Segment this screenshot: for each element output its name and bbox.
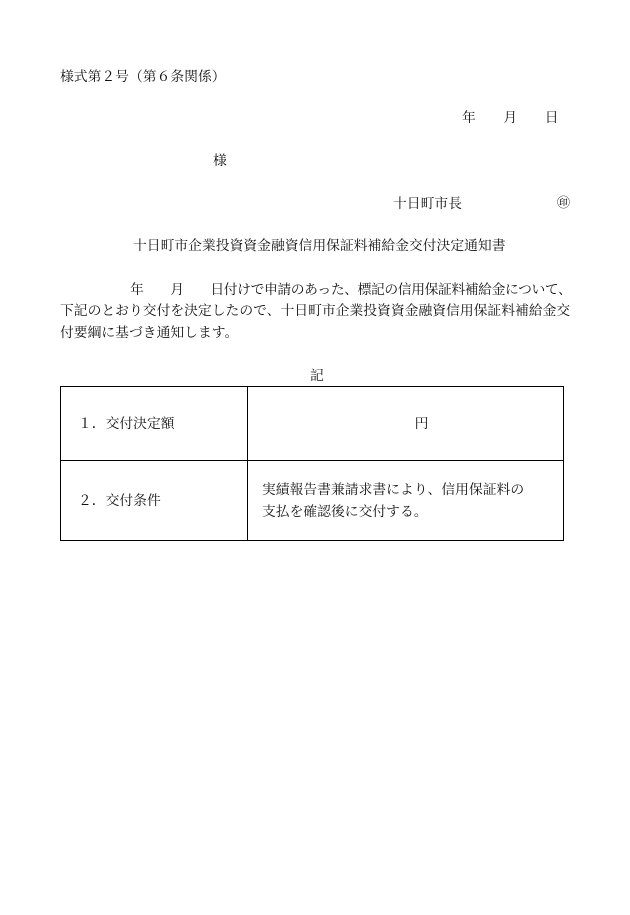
condition-line-1: 実績報告書兼請求書により、信用保証料の	[262, 481, 525, 498]
row-1-label: １．交付決定額	[61, 387, 248, 461]
body-line-3: 付要綱に基づき通知します。	[60, 325, 239, 341]
amount-unit: 円	[414, 415, 429, 432]
form-number: 様式第２号（第６条関係）	[60, 69, 226, 85]
row-1-value	[248, 387, 563, 461]
ki-heading: 記	[310, 368, 324, 384]
body-line-2: 下記のとおり交付を決定したので、十日町市企業投資資金融資信用保証料補給金交	[60, 303, 571, 319]
row-2-label: ２．交付条件	[61, 461, 248, 540]
condition-line-2: 支払を確認後に交付する。	[262, 503, 428, 520]
body-line-1: 年 月 日付けで申請のあった、標記の信用保証料補給金について、	[130, 282, 572, 298]
addressee-suffix: 様	[213, 153, 227, 169]
document-title: 十日町市企業投資資金融資信用保証料補給金交付決定通知書	[133, 238, 506, 254]
date-line: 年 月 日	[462, 110, 559, 126]
grant-details-table	[60, 386, 564, 541]
seal-mark-icon: ㊞	[557, 196, 571, 211]
issuer-name: 十日町市長	[393, 196, 462, 212]
row-2-value	[248, 461, 563, 540]
